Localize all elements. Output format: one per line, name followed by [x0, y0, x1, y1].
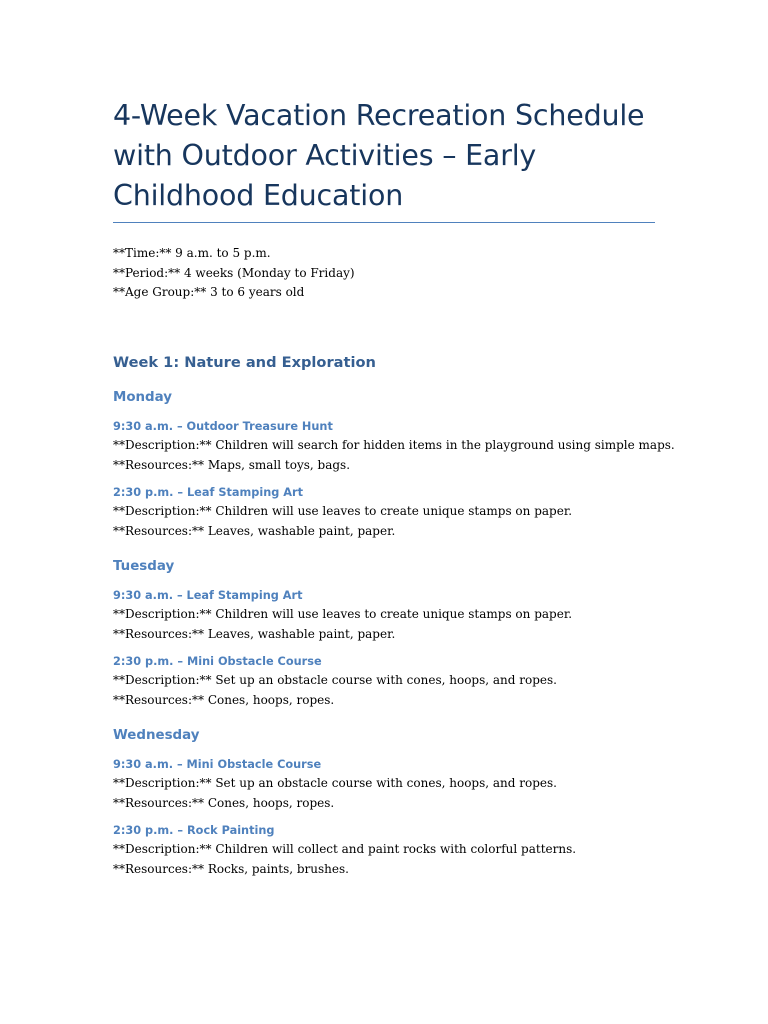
day-heading-tuesday: Tuesday	[113, 558, 175, 574]
meta-time: **Time:** 9 a.m. to 5 p.m.	[113, 246, 271, 260]
day-section-wednesday	[113, 727, 655, 879]
activity-description: **Description:** Children will collect and paint rocks with colorful patterns.	[113, 841, 577, 856]
activity-heading: 2:30 p.m. – Rock Painting	[113, 823, 275, 837]
activity-heading: 2:30 p.m. – Mini Obstacle Course	[113, 654, 322, 668]
day-heading-wednesday: Wednesday	[113, 727, 200, 743]
activity-heading: 9:30 a.m. – Leaf Stamping Art	[113, 588, 303, 602]
activity-resources: **Resources:** Rocks, paints, brushes.	[113, 861, 349, 876]
activity-block	[113, 654, 655, 710]
activity-description: **Description:** Set up an obstacle course with cones, hoops, and ropes.	[113, 672, 557, 687]
activity-block	[113, 823, 655, 879]
activity-description: **Description:** Set up an obstacle course with cones, hoops, and ropes.	[113, 775, 557, 790]
activity-heading: 9:30 a.m. – Mini Obstacle Course	[113, 757, 322, 771]
week-heading: Week 1: Nature and Exploration	[113, 353, 376, 371]
meta-period: **Period:** 4 weeks (Monday to Friday)	[113, 265, 355, 280]
activity-block	[113, 419, 675, 475]
activity-resources: **Resources:** Maps, small toys, bags.	[113, 457, 351, 472]
meta-age-group: **Age Group:** 3 to 6 years old	[113, 285, 305, 299]
activity-resources: **Resources:** Leaves, washable paint, paper.	[113, 626, 396, 641]
schedule-meta	[113, 244, 655, 303]
activity-block	[113, 588, 655, 644]
activity-heading: 9:30 a.m. – Outdoor Treasure Hunt	[113, 419, 333, 433]
activity-resources: **Resources:** Cones, hoops, ropes.	[113, 692, 335, 707]
activity-block	[113, 757, 655, 813]
activity-heading: 2:30 p.m. – Leaf Stamping Art	[113, 485, 303, 499]
document-content	[113, 96, 675, 879]
activity-resources: **Resources:** Leaves, washable paint, paper.	[113, 523, 396, 538]
document-title: 4-Week Vacation Recreation Schedule with Outdoor Activities – Early Childhood Education	[113, 99, 645, 212]
activity-block	[113, 485, 655, 541]
activity-resources: **Resources:** Cones, hoops, ropes.	[113, 795, 335, 810]
day-heading-monday: Monday	[113, 389, 172, 405]
title-divider	[113, 222, 655, 223]
day-section-monday	[113, 389, 675, 541]
activity-description: **Description:** Children will use leaves to create unique stamps on paper.	[113, 606, 573, 621]
activity-description: **Description:** Children will search for hidden items in the playground using simple maps.	[113, 437, 675, 452]
activity-description: **Description:** Children will use leaves to create unique stamps on paper.	[113, 503, 573, 518]
day-section-tuesday	[113, 558, 655, 710]
